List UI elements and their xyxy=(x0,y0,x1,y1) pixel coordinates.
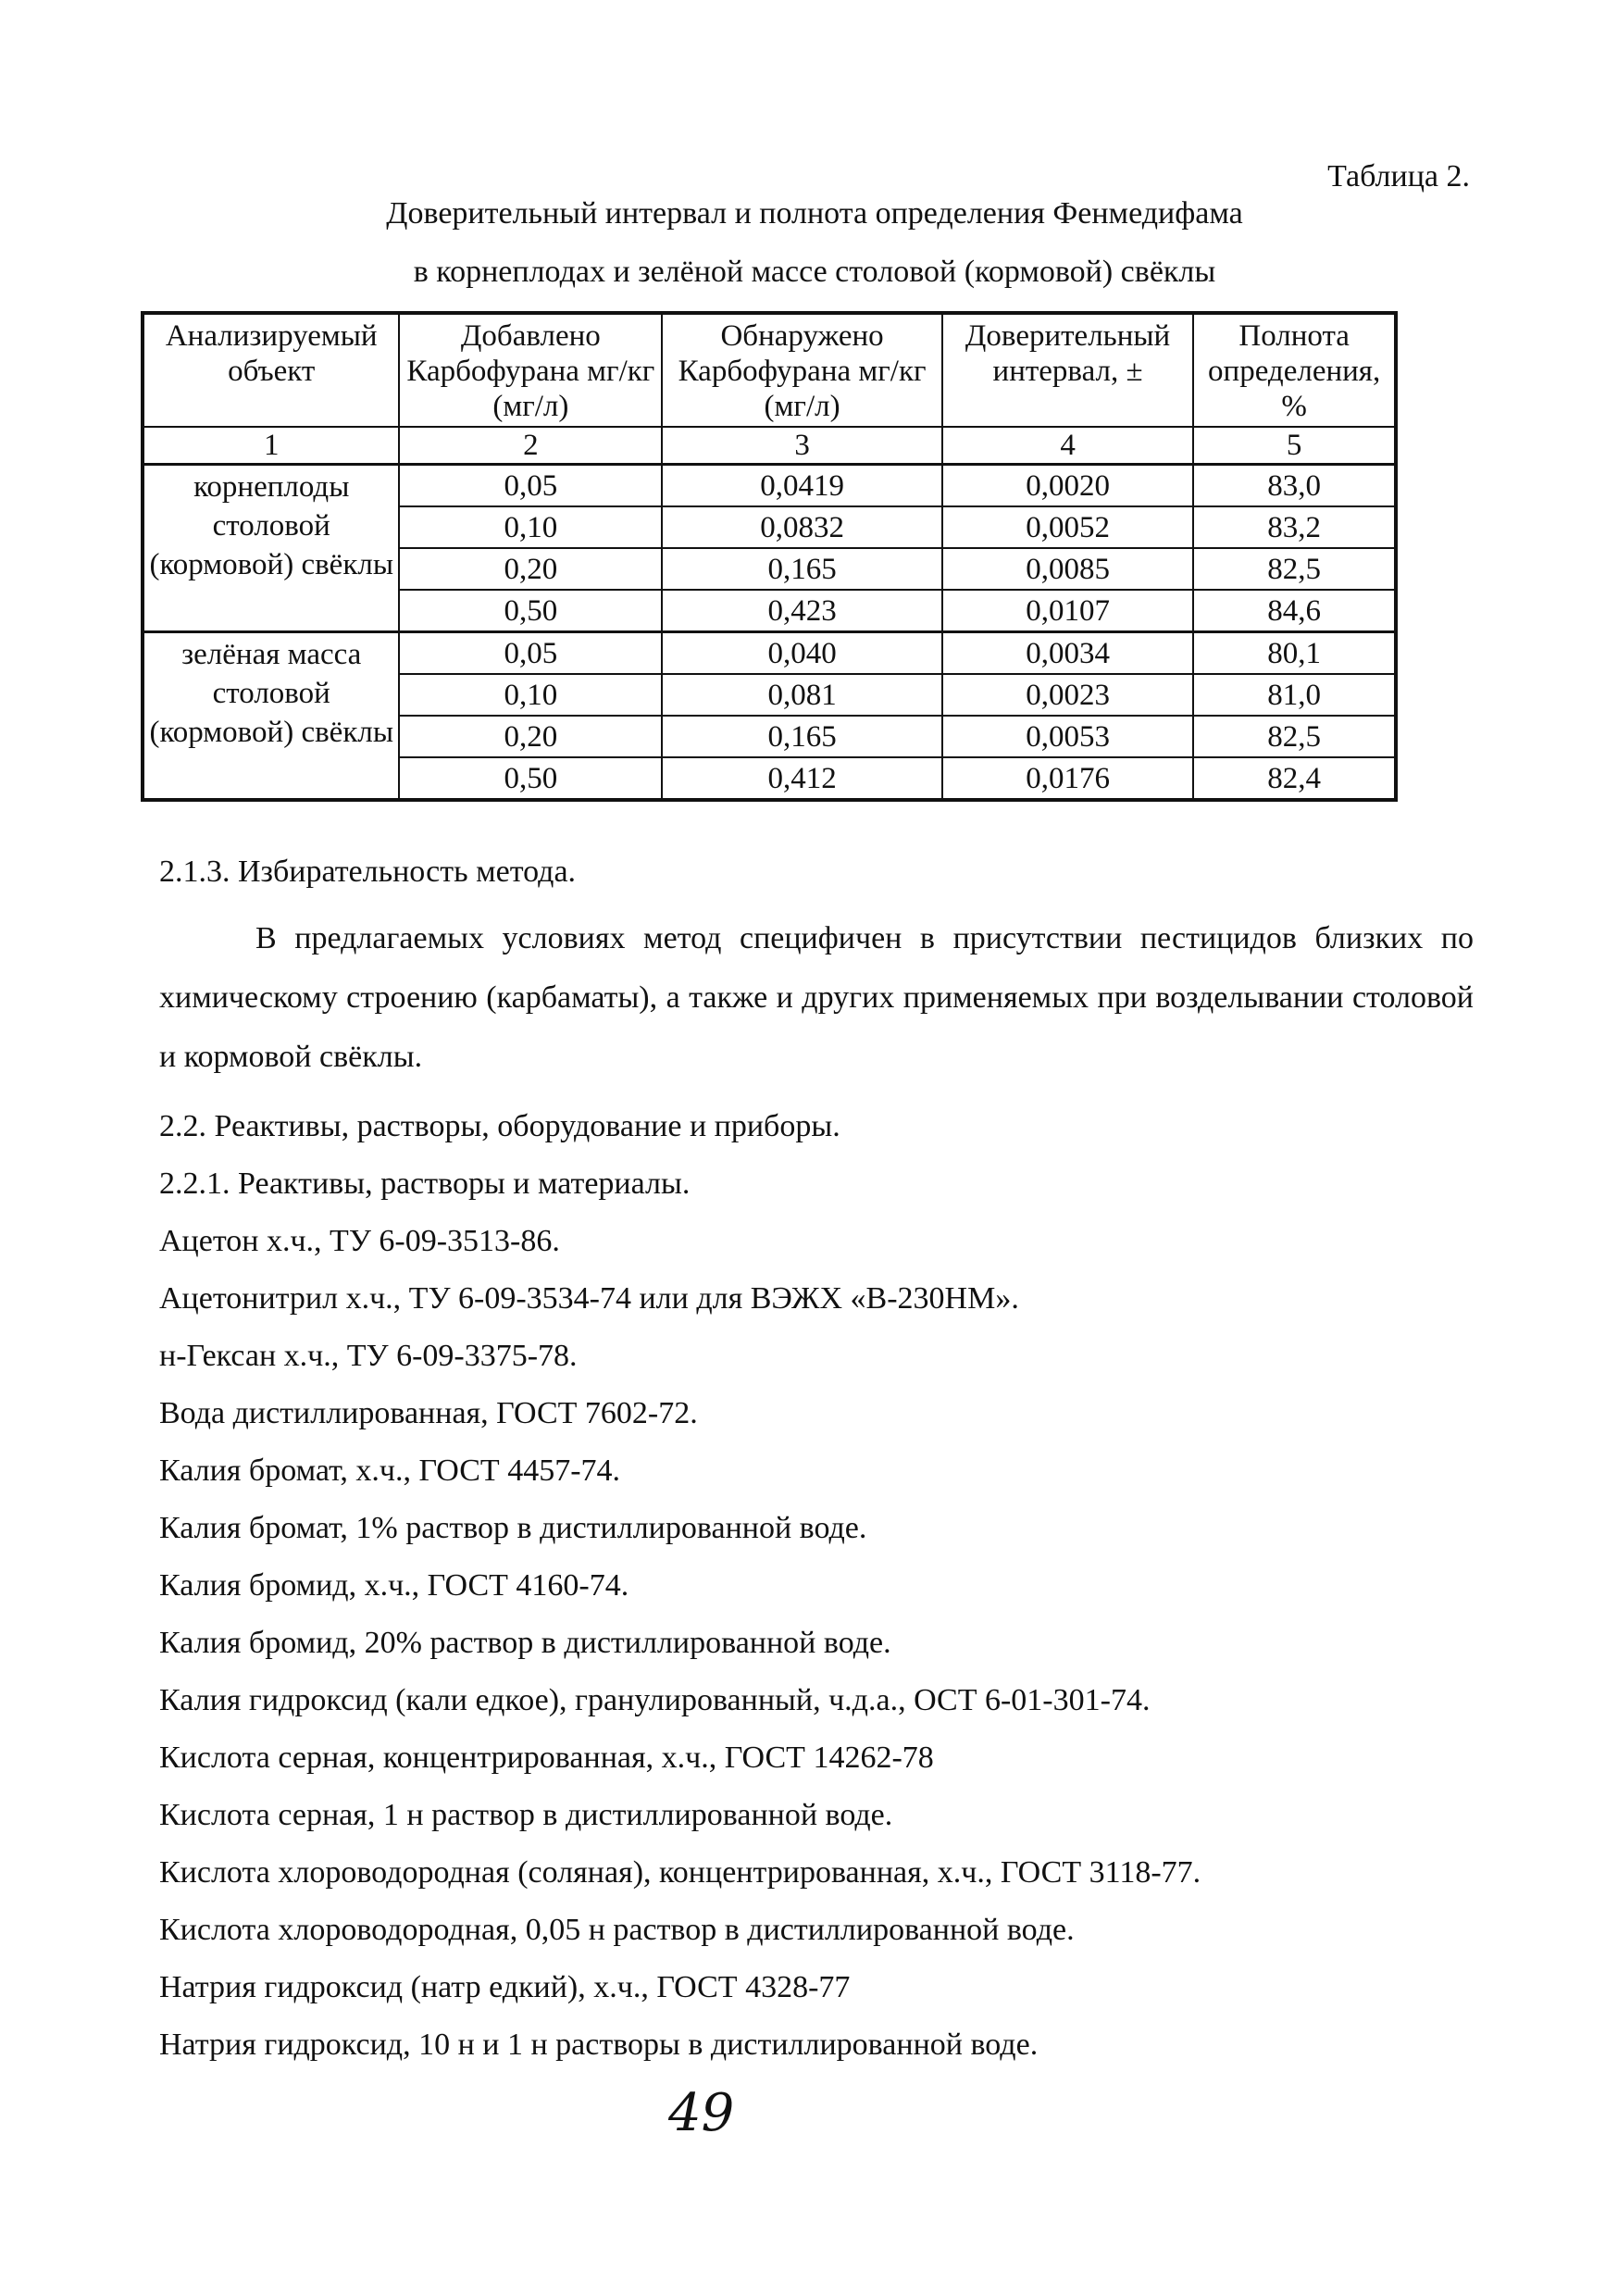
table-cell: 0,081 xyxy=(662,674,942,716)
reagent-item: Ацетонитрил х.ч., ТУ 6-09-3534-74 или для ВЭЖХ «В-230НМ». xyxy=(159,1281,1019,1316)
table-cell: 0,0176 xyxy=(942,757,1193,800)
table-cell: 83,2 xyxy=(1193,506,1396,548)
table-cell: 0,165 xyxy=(662,548,942,590)
header-interval: Доверительный интервал, ± xyxy=(942,313,1193,427)
object-cell: корнеплоды столовой (кормовой) свёклы xyxy=(143,465,399,632)
table-cell: 0,50 xyxy=(399,590,662,632)
table-group-roots xyxy=(143,465,1396,632)
table-cell: 0,412 xyxy=(662,757,942,800)
table-cell: 0,0107 xyxy=(942,590,1193,632)
selectivity-text: В предлагаемых условиях метод специфичен в присутствии пестицидов близких по химическому строению (карбаматы), а также и других применяемых при возделывании столовой и кормовой свёклы. xyxy=(159,921,1474,1074)
table-cell: 0,0020 xyxy=(942,465,1193,507)
table-cell: 0,20 xyxy=(399,548,662,590)
table-cell: 0,05 xyxy=(399,632,662,675)
column-number: 5 xyxy=(1193,427,1396,465)
reagent-item: Калия гидроксид (кали едкое), гранулированный, ч.д.а., ОСТ 6-01-301-74. xyxy=(159,1683,1151,1717)
section-heading-selectivity: 2.1.3. Избирательность метода. xyxy=(159,855,577,889)
table-cell: 0,423 xyxy=(662,590,942,632)
reagent-item: Натрия гидроксид (натр едкий), х.ч., ГОСТ 4328-77 xyxy=(159,1970,851,2004)
table-group-green-mass xyxy=(143,632,1396,801)
reagent-item: Кислота хлороводородная (соляная), концентрированная, х.ч., ГОСТ 3118-77. xyxy=(159,1855,1201,1890)
column-number: 2 xyxy=(399,427,662,465)
reagent-item: н-Гексан х.ч., ТУ 6-09-3375-78. xyxy=(159,1339,578,1373)
table-cell: 81,0 xyxy=(1193,674,1396,716)
table-caption-line-1: Доверительный интервал и полнота определения Фенмедифама xyxy=(386,196,1243,231)
reagent-item: Вода дистиллированная, ГОСТ 7602-72. xyxy=(159,1396,698,1430)
table-cell: 0,040 xyxy=(662,632,942,675)
table-cell: 0,50 xyxy=(399,757,662,800)
table-cell: 0,10 xyxy=(399,506,662,548)
section-heading-reagents-equipment: 2.2. Реактивы, растворы, оборудование и приборы. xyxy=(159,1109,840,1143)
table-cell: 0,0052 xyxy=(942,506,1193,548)
table-cell: 0,0053 xyxy=(942,716,1193,757)
table-label: Таблица 2. xyxy=(1327,159,1470,193)
header-found: Обнаружено Карбофурана мг/кг (мг/л) xyxy=(662,313,942,427)
table-cell: 82,5 xyxy=(1193,548,1396,590)
table-cell: 80,1 xyxy=(1193,632,1396,675)
header-object: Анализируемый объект xyxy=(143,313,399,427)
section-heading-reagents: 2.2.1. Реактивы, растворы и материалы. xyxy=(159,1167,691,1201)
page-number: 49 xyxy=(668,2083,735,2143)
reagent-item: Калия бромат, х.ч., ГОСТ 4457-74. xyxy=(159,1454,621,1488)
table-caption-line-2: в корнеплодах и зелёной массе столовой (кормовой) свёклы xyxy=(413,255,1216,289)
header-added: Добавлено Карбофурана мг/кг (мг/л) xyxy=(399,313,662,427)
table-cell: 0,0832 xyxy=(662,506,942,548)
column-number: 1 xyxy=(143,427,399,465)
column-number-row xyxy=(143,427,1396,465)
object-cell: зелёная масса столовой (кормовой) свёклы xyxy=(143,632,399,801)
table-cell: 0,0085 xyxy=(942,548,1193,590)
reagent-item: Кислота хлороводородная, 0,05 н раствор в дистиллированной воде. xyxy=(159,1913,1075,1947)
reagent-item: Калия бромид, х.ч., ГОСТ 4160-74. xyxy=(159,1568,629,1603)
table-cell: 0,05 xyxy=(399,465,662,507)
table-header-row xyxy=(143,313,1396,427)
column-number: 3 xyxy=(662,427,942,465)
table-cell: 82,5 xyxy=(1193,716,1396,757)
table-row xyxy=(143,632,1396,675)
table-cell: 0,0023 xyxy=(942,674,1193,716)
table-row xyxy=(143,465,1396,507)
reagent-item: Натрия гидроксид, 10 н и 1 н растворы в дистиллированной воде. xyxy=(159,2028,1039,2062)
table-cell: 84,6 xyxy=(1193,590,1396,632)
reagent-item: Калия бромат, 1% раствор в дистиллированной воде. xyxy=(159,1511,867,1545)
table-cell: 0,20 xyxy=(399,716,662,757)
reagent-item: Кислота серная, 1 н раствор в дистиллированной воде. xyxy=(159,1798,893,1832)
column-number: 4 xyxy=(942,427,1193,465)
results-table xyxy=(141,311,1398,802)
header-completeness: Полнота определения, % xyxy=(1193,313,1396,427)
table-cell: 0,0419 xyxy=(662,465,942,507)
table-cell: 82,4 xyxy=(1193,757,1396,800)
table-cell: 0,165 xyxy=(662,716,942,757)
reagent-item: Калия бромид, 20% раствор в дистиллированной воде. xyxy=(159,1626,891,1660)
table-cell: 83,0 xyxy=(1193,465,1396,507)
table-cell: 0,0034 xyxy=(942,632,1193,675)
selectivity-paragraph xyxy=(159,909,1474,1087)
table-cell: 0,10 xyxy=(399,674,662,716)
reagent-item: Кислота серная, концентрированная, х.ч., ГОСТ 14262-78 xyxy=(159,1741,934,1775)
reagent-item: Ацетон х.ч., ТУ 6-09-3513-86. xyxy=(159,1224,560,1258)
